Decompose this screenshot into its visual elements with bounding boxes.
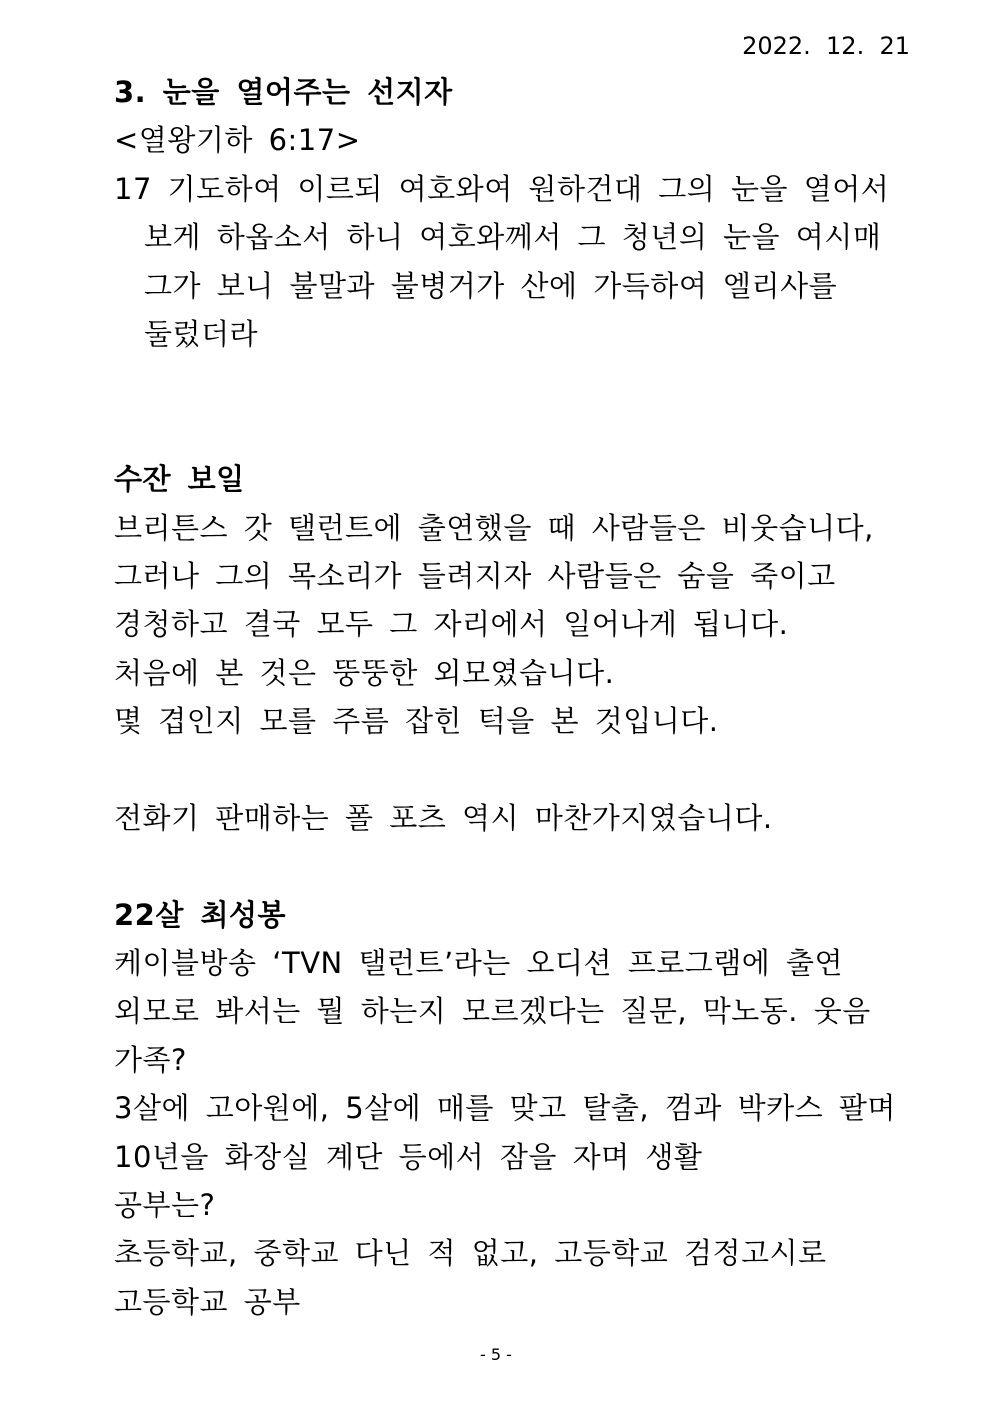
scripture-verse-line: 그가 보니 불말과 불병거가 산에 가득하여 엘리사를 xyxy=(144,268,838,303)
paragraph-line: 브리튼스 갓 탤런트에 출연했을 때 사람들은 비웃습니다, xyxy=(114,510,874,545)
paragraph-line: 몇 겹인지 모를 주름 잡힌 턱을 본 것입니다. xyxy=(114,704,719,739)
paragraph-line: 케이블방송 ‘TVN 탤런트’라는 오디션 프로그램에 출연 xyxy=(114,946,844,981)
paragraph-line: 초등학교, 중학교 다닌 적 없고, 고등학교 검정고시로 xyxy=(114,1236,827,1271)
paragraph-line: 외모로 봐서는 뭘 하는지 모르겠다는 질문, 막노동. 웃음 xyxy=(114,994,871,1029)
paragraph-line: 3살에 고아원에, 5살에 매를 맞고 탈출, 껌과 박카스 팔며 xyxy=(114,1091,896,1126)
paragraph-line: 경청하고 결국 모두 그 자리에서 일어나게 됩니다. xyxy=(114,607,789,642)
paragraph-line: 고등학교 공부 xyxy=(114,1284,301,1319)
scripture-reference: <열왕기하 6:17> xyxy=(114,123,361,158)
spacer xyxy=(114,407,904,455)
scripture-verse-line: 17 기도하여 이르되 여호와여 원하건대 그의 눈을 열어서 xyxy=(114,171,890,206)
spacer xyxy=(114,745,904,793)
spacer xyxy=(114,358,904,406)
scripture-verse-line: 둘렀더라 xyxy=(144,316,259,351)
paragraph-line: 그러나 그의 목소리가 들려지자 사람들은 숨을 죽이고 xyxy=(114,558,836,593)
document-body xyxy=(114,68,904,1326)
paragraph-line: 처음에 본 것은 뚱뚱한 외모였습니다. xyxy=(114,655,615,690)
scripture-verse-line: 보게 하옵소서 하니 여호와께서 그 청년의 눈을 여시매 xyxy=(144,220,882,255)
paragraph-line: 공부는? xyxy=(114,1187,216,1222)
paragraph-line: 10년을 화장실 계단 등에서 잠을 자며 생활 xyxy=(114,1139,703,1174)
section-title-choi-sungbong: 22살 최성봉 xyxy=(114,897,287,932)
paragraph-line: 가족? xyxy=(114,1042,187,1077)
document-date: 2022. 12. 21 xyxy=(742,32,910,60)
page-number: - 5 - xyxy=(480,1345,512,1364)
section-title-prophet: 3. 눈을 열어주는 선지자 xyxy=(114,75,453,109)
spacer xyxy=(114,842,904,890)
section-title-susan-boyle: 수잔 보일 xyxy=(114,462,245,497)
paragraph-line: 전화기 판매하는 폴 포츠 역시 마찬가지였습니다. xyxy=(114,800,773,835)
